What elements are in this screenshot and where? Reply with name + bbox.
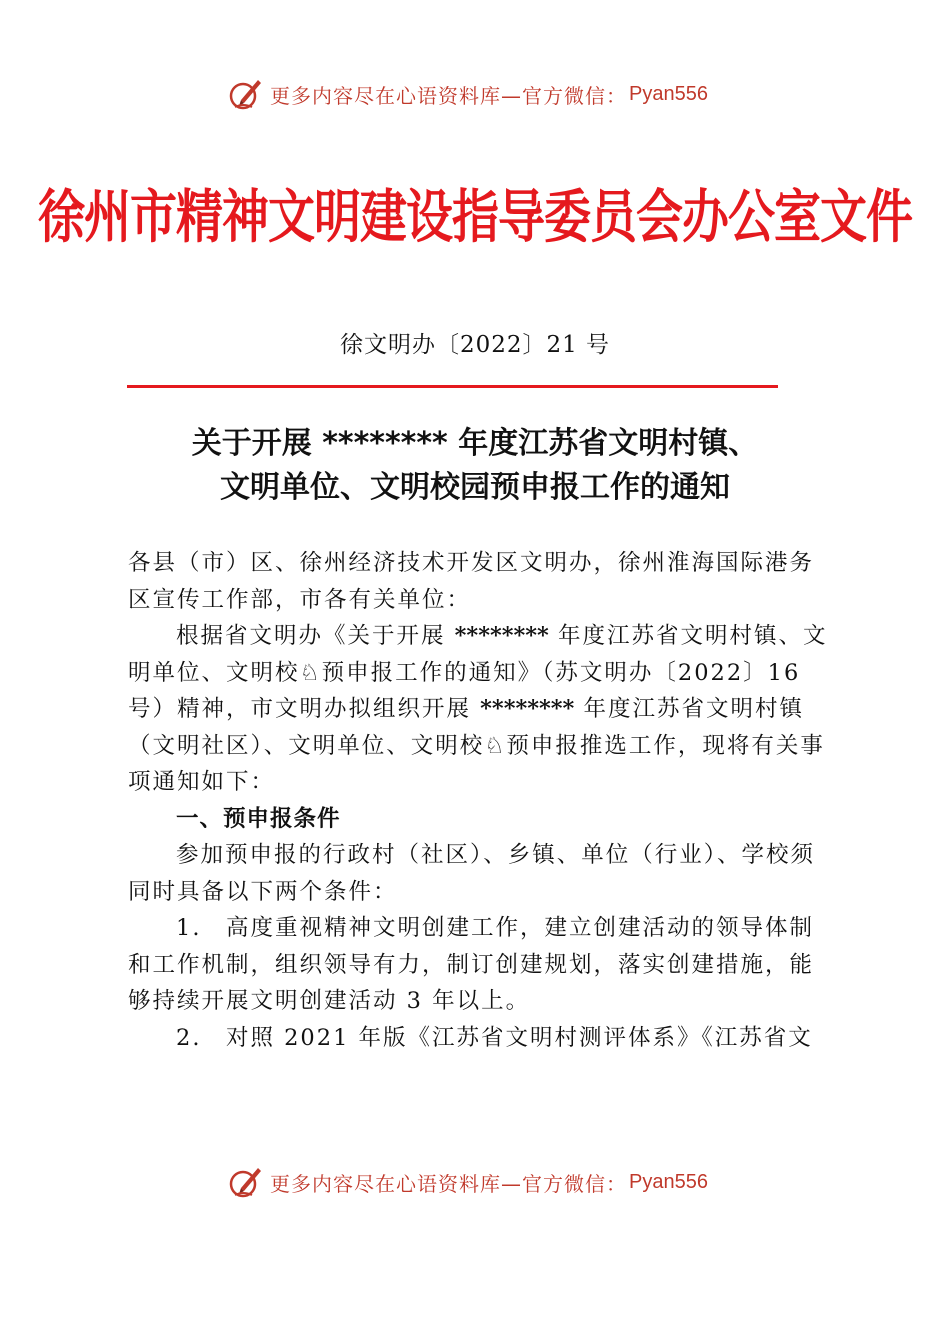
addressee-paragraph: 各县（市）区、徐州经济技术开发区文明办，徐州淮海国际港务区宣传工作部，市各有关单位：	[128, 550, 815, 613]
intro-redacted-year-2: ********	[480, 696, 575, 722]
intro-paragraph	[128, 618, 828, 801]
red-separator-line	[127, 385, 778, 388]
quill-logo-icon	[228, 1164, 264, 1200]
document-number: 徐文明办〔2022〕21 号	[339, 332, 611, 358]
intro-text-c: 年度江苏省文明村镇（文明社区）、文明单位、文明校♘预申报推选工作，现将有关事项通知如下：	[128, 696, 825, 795]
notice-body	[128, 545, 828, 1056]
issuer-title: 徐州市精神文明建设指导委员会办公室文件	[38, 184, 912, 252]
intro-text-a: 根据省文明办《关于开展	[176, 623, 455, 649]
watermark-wechat-id: Pyan556	[629, 82, 708, 105]
watermark-text: 更多内容尽在心语资料库—官方微信：	[270, 1171, 627, 1196]
notice-heading-line-1	[0, 418, 950, 462]
heading-text-a: 关于开展	[191, 426, 323, 461]
watermark-footer	[228, 1162, 708, 1202]
section-1-title: 一、预申报条件	[176, 805, 341, 832]
condition-item-1: 1. 高度重视精神文明创建工作，建立创建活动的领导体制和工作机制，组织领导有力，制订创建规划，落实创建措施，能够持续开展文明创建活动 3 年以上。	[128, 915, 815, 1014]
watermark-header	[228, 74, 708, 114]
watermark-wechat-id: Pyan556	[629, 1170, 708, 1193]
notice-heading-line-2: 文明单位、文明校园预申报工作的通知	[220, 470, 730, 505]
quill-logo-icon	[228, 76, 264, 112]
heading-text-b: 年度江苏省文明村镇、	[447, 426, 759, 461]
condition-item-2: 2. 对照 2021 年版《江苏省文明村测评体系》《江苏省文	[176, 1024, 813, 1051]
watermark-text: 更多内容尽在心语资料库—官方微信：	[270, 83, 627, 108]
heading-redacted-year: ********	[322, 426, 448, 461]
intro-text-b: 年度江苏省文明村镇、文明单位、文明校♘预申报工作的通知》（苏文明办〔2022〕16 号）精神，市文明办拟组织开展	[128, 623, 828, 722]
section-1-intro: 参加预申报的行政村（社区）、乡镇、单位（行业）、学校须同时具备以下两个条件：	[128, 842, 816, 905]
intro-redacted-year-1: ********	[454, 623, 549, 649]
